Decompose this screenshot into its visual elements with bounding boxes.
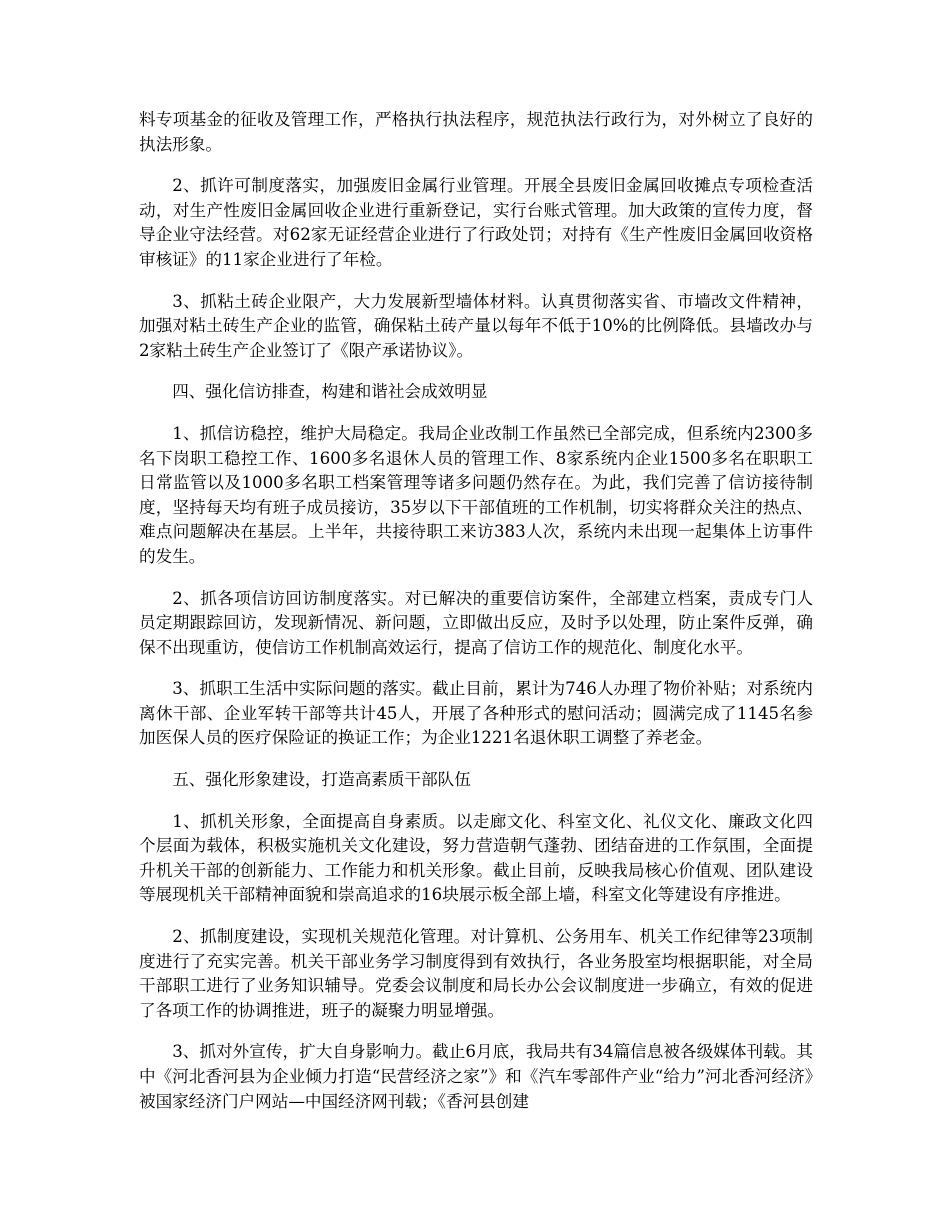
paragraph-petition-stability: 1、抓信访稳控，维护大局稳定。我局企业改制工作虽然已全部完成，但系统内2300多名下岗职工稳控工作、1600多名退休人员的管理工作、8家系统内企业1500多名在职职工日常监管以及1000多名职工档案管理等诸多问题仍然存在。为此，我们完善了信访接待制度，坚持每天均有班子成员接访，35岁以下干部值班的工作机制，切实将群众关注的热点、难点问题解决在基层。上半年，共接待职工来访383人次，系统内未出现一起集体上访事件的发生。 [139, 423, 813, 566]
document-page [139, 108, 813, 1131]
section-heading-image-building: 五、强化形象建设，打造高素质干部队伍 [172, 770, 471, 790]
paragraph-publicity: 3、抓对外宣传，扩大自身影响力。截止6月底，我局共有34篇信息被各级媒体刊载。其中《河北香河县为企业倾力打造“民营经济之家”》和《汽车零部件产业“给力”河北香河经济》被国家经济门户网站—中国经济网刊载；《香河县创建 [139, 1042, 813, 1111]
paragraph-waste-metal-management: 2、抓许可制度落实，加强废旧金属行业管理。开展全县废旧金属回收摊点专项检查活动，对生产性废旧金属回收企业进行重新登记，实行台账式管理。加大政策的宣传力度，督导企业守法经营。对62家无证经营企业进行了行政处罚；对持有《生产性废旧金属回收资格审核证》的11家企业进行了年检。 [139, 176, 813, 269]
paragraph-petition-followup: 2、抓各项信访回访制度落实。对已解决的重要信访案件，全部建立档案，责成专门人员定期跟踪回访，发现新情况、新问题，立即做出反应，及时予以处理，防止案件反弹，确保不出现重访，使信访工作机制高效运行，提高了信访工作的规范化、制度化水平。 [139, 588, 813, 657]
section-heading-petition: 四、强化信访排查，构建和谐社会成效明显 [172, 382, 488, 402]
paragraph-system-building: 2、抓制度建设，实现机关规范化管理。对计算机、公务用车、机关工作纪律等23项制度进行了充实完善。机关干部业务学习制度得到有效执行，各业务股室均根据职能，对全局干部职工进行了业务知识辅导。党委会议制度和局长办公会议制度进一步确立，有效的促进了各项工作的协调推进，班子的凝聚力明显增强。 [139, 927, 813, 1020]
paragraph-worker-issues: 3、抓职工生活中实际问题的落实。截止目前，累计为746人办理了物价补贴；对系统内离休干部、企业军转干部等共计45人，开展了各种形式的慰问活动；圆满完成了1145名参加医保人员的医疗保险证的换证工作；为企业1221名退休职工调整了养老金。 [139, 679, 813, 748]
paragraph-clay-brick-limit: 3、抓粘土砖企业限产，大力发展新型墙体材料。认真贯彻落实省、市墙改文件精神，加强对粘土砖生产企业的监管，确保粘土砖产量以每年不低于10%的比例降低。县墙改办与2家粘土砖生产企业签订了《限产承诺协议》。 [139, 291, 813, 360]
paragraph-continuation: 料专项基金的征收及管理工作，严格执行执法程序，规范执法行政行为，对外树立了良好的执法形象。 [139, 110, 813, 154]
paragraph-office-image: 1、抓机关形象，全面提高自身素质。以走廊文化、科室文化、礼仪文化、廉政文化四个层面为载体，积极实施机关文化建设，努力营造朝气蓬勃、团结奋进的工作氛围，全面提升机关干部的创新能力、工作能力和机关形象。截止目前，反映我局核心价值观、团队建设等展现机关干部精神面貌和崇高追求的16块展示板全部上墙，科室文化等建设有序推进。 [139, 811, 813, 905]
